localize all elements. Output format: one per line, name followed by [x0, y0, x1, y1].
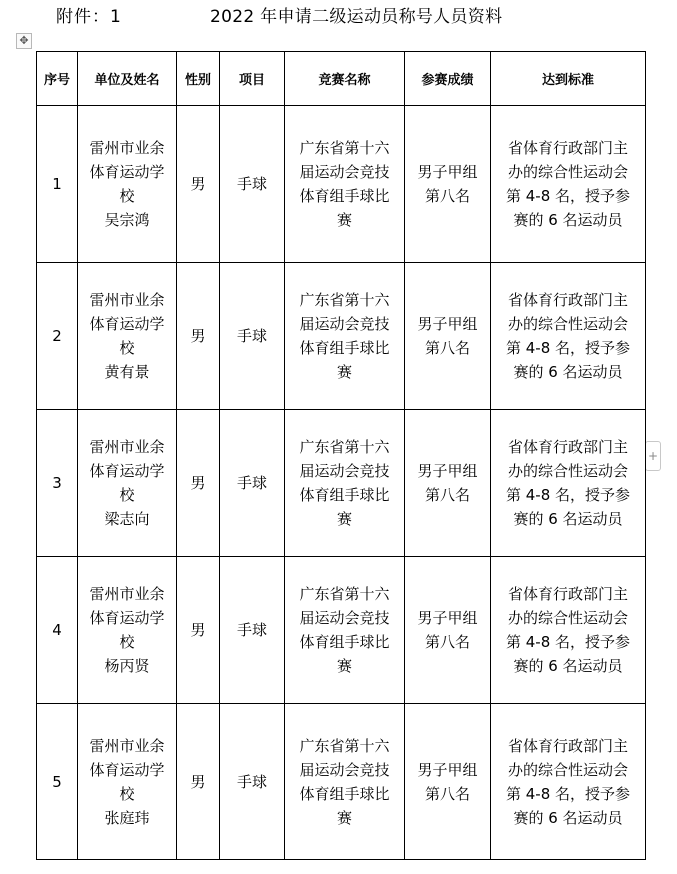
unit-line: 体育运动学 — [89, 462, 165, 480]
table-row — [37, 557, 646, 704]
competition-line: 赛 — [336, 211, 352, 229]
competition-line: 赛 — [336, 657, 352, 675]
unit-line: 雷州市业余 — [89, 585, 165, 603]
cell-result — [405, 704, 491, 860]
cell-competition — [285, 704, 405, 860]
standard-line: 第 4-8 名，授予参 — [505, 339, 631, 357]
result-line: 第八名 — [424, 187, 470, 205]
competition-line: 届运动会竞技 — [299, 760, 390, 779]
standard-line: 省体育行政部门主 — [507, 585, 628, 603]
unit-line: 雷州市业余 — [89, 438, 165, 456]
cell-competition — [285, 263, 405, 410]
standard-line: 办的综合性运动会 — [507, 609, 628, 627]
standard-line: 第 4-8 名，授予参 — [505, 784, 631, 803]
cell-competition — [285, 410, 405, 557]
competition-line: 体育组手球比 — [299, 784, 390, 803]
standard-line: 赛的 6 名运动员 — [513, 211, 623, 229]
cell-standard — [491, 106, 646, 263]
competition-line: 届运动会竞技 — [299, 163, 390, 181]
competition-line: 赛 — [336, 510, 352, 528]
unit-line: 体育运动学 — [89, 760, 165, 779]
competition-line: 广东省第十六 — [299, 438, 390, 456]
competition-line: 体育组手球比 — [299, 187, 390, 205]
standard-line: 省体育行政部门主 — [507, 438, 628, 456]
standard-line: 办的综合性运动会 — [507, 315, 628, 333]
unit-line: 体育运动学 — [89, 609, 165, 627]
cell-unit-name — [78, 106, 177, 263]
cell-result — [405, 557, 491, 704]
result-line: 第八名 — [424, 486, 470, 504]
unit-line: 体育运动学 — [89, 163, 165, 181]
cell-event: 手球 — [220, 106, 285, 263]
cell-standard — [491, 410, 646, 557]
cell-gender: 男 — [177, 263, 220, 410]
competition-line: 广东省第十六 — [299, 736, 390, 755]
header-unit-name: 单位及姓名 — [78, 52, 177, 106]
standard-line: 第 4-8 名，授予参 — [505, 633, 631, 651]
standard-line: 办的综合性运动会 — [507, 163, 628, 181]
header-result: 参赛成绩 — [405, 52, 491, 106]
competition-line: 体育组手球比 — [299, 339, 390, 357]
result-line: 男子甲组 — [417, 163, 478, 181]
athlete-name: 吴宗鸿 — [104, 211, 150, 229]
competition-line: 广东省第十六 — [299, 585, 390, 603]
athlete-name: 黄有景 — [104, 363, 150, 381]
athlete-table — [36, 51, 646, 860]
cell-gender: 男 — [177, 557, 220, 704]
table-row — [37, 106, 646, 263]
header-event: 项目 — [220, 52, 285, 106]
result-line: 男子甲组 — [417, 315, 478, 333]
unit-line: 校 — [119, 339, 135, 357]
standard-line: 赛的 6 名运动员 — [513, 363, 623, 381]
header-standard: 达到标准 — [491, 52, 646, 106]
standard-line: 赛的 6 名运动员 — [513, 808, 623, 827]
cell-result — [405, 410, 491, 557]
unit-line: 校 — [119, 187, 135, 205]
attachment-label: 附件：1 — [56, 7, 122, 27]
unit-line: 校 — [119, 486, 135, 504]
competition-line: 赛 — [336, 363, 352, 381]
result-line: 第八名 — [424, 633, 470, 651]
cell-event: 手球 — [220, 410, 285, 557]
cell-event: 手球 — [220, 557, 285, 704]
header-competition: 竞赛名称 — [285, 52, 405, 106]
competition-line: 体育组手球比 — [299, 633, 390, 651]
competition-line: 体育组手球比 — [299, 486, 390, 504]
table-row — [37, 704, 646, 860]
cell-standard — [491, 263, 646, 410]
standard-line: 省体育行政部门主 — [507, 736, 628, 755]
table-move-handle-icon[interactable]: ✥ — [16, 33, 32, 49]
standard-line: 赛的 6 名运动员 — [513, 657, 623, 675]
header-no: 序号 — [37, 52, 78, 106]
cell-no: 4 — [37, 557, 78, 704]
standard-line: 省体育行政部门主 — [507, 139, 628, 157]
unit-line: 雷州市业余 — [89, 291, 165, 309]
athlete-name: 张庭玮 — [104, 808, 150, 827]
result-line: 第八名 — [424, 784, 470, 803]
cell-standard — [491, 557, 646, 704]
header-gender: 性别 — [177, 52, 220, 106]
result-line: 男子甲组 — [417, 609, 478, 627]
add-row-icon[interactable]: + — [645, 441, 661, 471]
competition-line: 届运动会竞技 — [299, 462, 390, 480]
athlete-name: 梁志向 — [104, 510, 150, 528]
cell-no: 5 — [37, 704, 78, 860]
cell-no: 1 — [37, 106, 78, 263]
cell-gender: 男 — [177, 704, 220, 860]
cell-unit-name — [78, 410, 177, 557]
competition-line: 届运动会竞技 — [299, 315, 390, 333]
cell-result — [405, 263, 491, 410]
cell-unit-name — [78, 557, 177, 704]
cell-competition — [285, 557, 405, 704]
document-header — [0, 5, 677, 29]
cell-no: 3 — [37, 410, 78, 557]
athlete-name: 杨丙贤 — [104, 657, 150, 675]
standard-line: 赛的 6 名运动员 — [513, 510, 623, 528]
cell-unit-name — [78, 704, 177, 860]
unit-line: 体育运动学 — [89, 315, 165, 333]
unit-line: 校 — [119, 633, 135, 651]
cell-gender: 男 — [177, 410, 220, 557]
result-line: 第八名 — [424, 339, 470, 357]
cell-no: 2 — [37, 263, 78, 410]
table-header-row — [37, 52, 646, 106]
cell-standard — [491, 704, 646, 860]
competition-line: 广东省第十六 — [299, 139, 390, 157]
result-line: 男子甲组 — [417, 760, 478, 779]
table-row — [37, 410, 646, 557]
cell-competition — [285, 106, 405, 263]
cell-event: 手球 — [220, 704, 285, 860]
result-line: 男子甲组 — [417, 462, 478, 480]
standard-line: 办的综合性运动会 — [507, 462, 628, 480]
competition-line: 赛 — [336, 808, 352, 827]
unit-line: 雷州市业余 — [89, 736, 165, 755]
table-row — [37, 263, 646, 410]
page-title: 2022 年申请二级运动员称号人员资料 — [210, 7, 503, 27]
unit-line: 雷州市业余 — [89, 139, 165, 157]
standard-line: 第 4-8 名，授予参 — [505, 187, 631, 205]
cell-event: 手球 — [220, 263, 285, 410]
competition-line: 广东省第十六 — [299, 291, 390, 309]
standard-line: 办的综合性运动会 — [507, 760, 628, 779]
standard-line: 省体育行政部门主 — [507, 291, 628, 309]
unit-line: 校 — [119, 784, 135, 803]
standard-line: 第 4-8 名，授予参 — [505, 486, 631, 504]
competition-line: 届运动会竞技 — [299, 609, 390, 627]
cell-result — [405, 106, 491, 263]
cell-gender: 男 — [177, 106, 220, 263]
cell-unit-name — [78, 263, 177, 410]
